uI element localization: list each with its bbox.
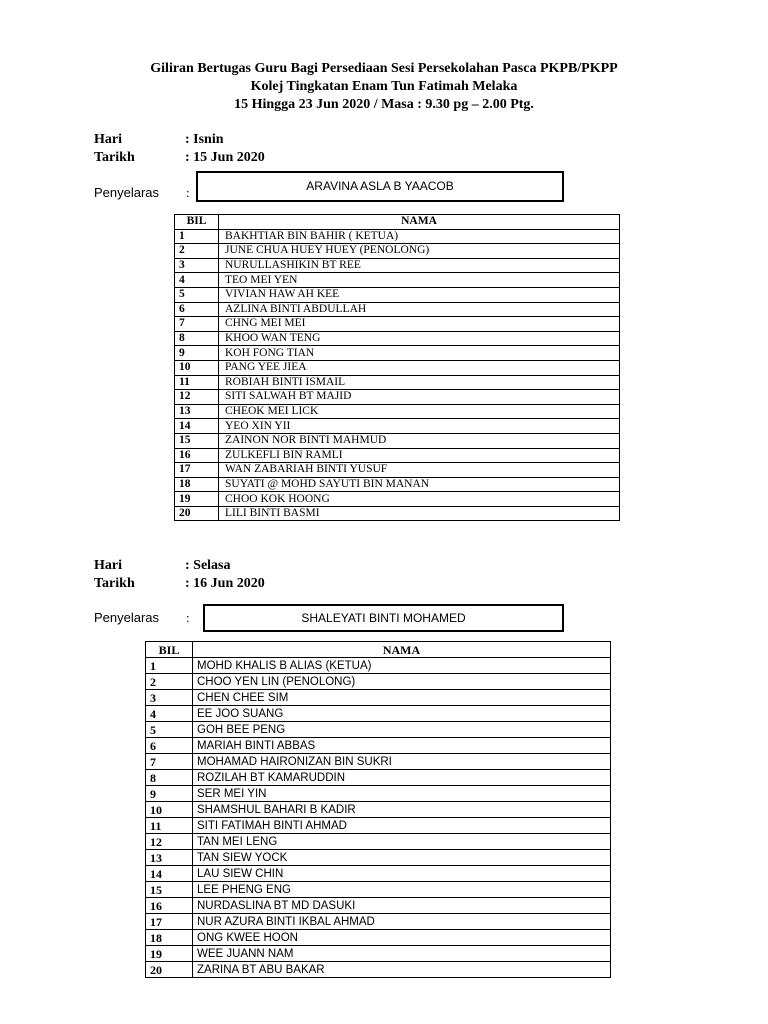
row-bil: 4: [146, 706, 193, 722]
document-title-line-1: Giliran Bertugas Guru Bagi Persediaan Sesi Persekolahan Pasca PKPB/PKPP: [150, 61, 618, 76]
row-nama: PANG YEE JIEA: [219, 360, 620, 375]
row-bil: 8: [175, 331, 219, 346]
row-bil: 16: [175, 448, 219, 463]
row-nama: LEE PHENG ENG: [193, 882, 611, 898]
row-bil: 11: [175, 375, 219, 390]
row-bil: 6: [146, 738, 193, 754]
day2-coordinator-name: SHALEYATI BINTI MOHAMED: [301, 611, 466, 625]
row-nama: VIVIAN HAW AH KEE: [219, 287, 620, 302]
row-nama: GOH BEE PENG: [193, 722, 611, 738]
row-bil: 20: [175, 506, 219, 521]
table-row: [175, 317, 620, 332]
column-header-nama: NAMA: [193, 642, 611, 658]
row-nama: JUNE CHUA HUEY HUEY (PENOLONG): [219, 244, 620, 259]
table-row: [146, 706, 611, 722]
row-nama: EE JOO SUANG: [193, 706, 611, 722]
row-bil: 14: [146, 866, 193, 882]
table-row: [146, 738, 611, 754]
row-bil: 18: [175, 477, 219, 492]
table-header-row: [175, 215, 620, 230]
table-row: [175, 448, 620, 463]
table-row: [146, 802, 611, 818]
row-nama: MARIAH BINTI ABBAS: [193, 738, 611, 754]
row-bil: 7: [146, 754, 193, 770]
table-row: [175, 433, 620, 448]
row-bil: 1: [146, 658, 193, 674]
row-nama: SITI FATIMAH BINTI AHMAD: [193, 818, 611, 834]
table-row: [146, 818, 611, 834]
table-row: [146, 962, 611, 978]
row-bil: 15: [175, 433, 219, 448]
table-row: [146, 674, 611, 690]
row-bil: 8: [146, 770, 193, 786]
table-row: [175, 390, 620, 405]
day2-penyelaras-colon: :: [186, 610, 190, 625]
table-row: [175, 477, 620, 492]
row-nama: SER MEI YIN: [193, 786, 611, 802]
day1-tarikh-value: : 15 Jun 2020: [185, 150, 265, 165]
table-row: [146, 866, 611, 882]
day2-tarikh-label: Tarikh: [94, 576, 135, 591]
day1-hari-value: : Isnin: [185, 132, 224, 147]
table-row: [175, 244, 620, 259]
row-bil: 19: [175, 492, 219, 507]
row-nama: ZAINON NOR BINTI MAHMUD: [219, 433, 620, 448]
row-nama: KOH FONG TIAN: [219, 346, 620, 361]
column-header-nama: NAMA: [219, 215, 620, 230]
table-row: [146, 770, 611, 786]
table-row: [175, 346, 620, 361]
day2-hari-value: : Selasa: [185, 558, 231, 573]
row-bil: 12: [175, 390, 219, 405]
day1-penyelaras-label: Penyelaras: [94, 185, 160, 200]
row-nama: YEO XIN YII: [219, 419, 620, 434]
day2-tarikh-value: : 16 Jun 2020: [185, 576, 265, 591]
row-nama: ZULKEFLI BIN RAMLI: [219, 448, 620, 463]
day1-penyelaras-colon: :: [186, 185, 190, 200]
table-row: [146, 850, 611, 866]
row-bil: 6: [175, 302, 219, 317]
row-nama: BAKHTIAR BIN BAHIR ( KETUA): [219, 229, 620, 244]
table-row: [175, 360, 620, 375]
row-bil: 7: [175, 317, 219, 332]
table-row: [175, 506, 620, 521]
document-title-line-3: 15 Hingga 23 Jun 2020 / Masa : 9.30 pg – 2.00 Ptg.: [234, 97, 534, 112]
table-row: [175, 419, 620, 434]
row-nama: AZLINA BINTI ABDULLAH: [219, 302, 620, 317]
day1-coordinator-name: ARAVINA ASLA B YAACOB: [306, 179, 454, 193]
row-nama: TEO MEI YEN: [219, 273, 620, 288]
day1-tarikh-label: Tarikh: [94, 150, 135, 165]
row-nama: SUYATI @ MOHD SAYUTI BIN MANAN: [219, 477, 620, 492]
table-row: [175, 302, 620, 317]
table-row: [146, 834, 611, 850]
table-row: [146, 658, 611, 674]
row-bil: 9: [146, 786, 193, 802]
row-nama: CHEOK MEI LICK: [219, 404, 620, 419]
row-nama: LAU SIEW CHIN: [193, 866, 611, 882]
row-bil: 19: [146, 946, 193, 962]
row-bil: 4: [175, 273, 219, 288]
table-row: [146, 930, 611, 946]
row-bil: 20: [146, 962, 193, 978]
row-nama: WEE JUANN NAM: [193, 946, 611, 962]
day2-penyelaras-label: Penyelaras: [94, 610, 160, 625]
row-nama: CHOO YEN LIN (PENOLONG): [193, 674, 611, 690]
row-nama: MOHAMAD HAIRONIZAN BIN SUKRI: [193, 754, 611, 770]
row-nama: CHEN CHEE SIM: [193, 690, 611, 706]
table-row: [175, 258, 620, 273]
table-row: [175, 287, 620, 302]
row-bil: 10: [146, 802, 193, 818]
table-row: [175, 273, 620, 288]
table-row: [146, 690, 611, 706]
table-row: [146, 882, 611, 898]
row-nama: LILI BINTI BASMI: [219, 506, 620, 521]
row-nama: CHOO KOK HOONG: [219, 492, 620, 507]
row-nama: KHOO WAN TENG: [219, 331, 620, 346]
row-nama: ROBIAH BINTI ISMAIL: [219, 375, 620, 390]
day2-coordinator-box: [203, 604, 564, 632]
row-nama: MOHD KHALIS B ALIAS (KETUA): [193, 658, 611, 674]
column-header-bil: BIL: [146, 642, 193, 658]
row-nama: TAN MEI LENG: [193, 834, 611, 850]
row-bil: 18: [146, 930, 193, 946]
row-nama: ONG KWEE HOON: [193, 930, 611, 946]
table-row: [146, 914, 611, 930]
row-bil: 5: [175, 287, 219, 302]
row-bil: 10: [175, 360, 219, 375]
row-bil: 13: [146, 850, 193, 866]
column-header-bil: BIL: [175, 215, 219, 230]
document-title-line-2: Kolej Tingkatan Enam Tun Fatimah Melaka: [250, 79, 518, 94]
table-row: [175, 404, 620, 419]
table-row: [175, 229, 620, 244]
row-nama: CHNG MEI MEI: [219, 317, 620, 332]
row-nama: SITI SALWAH BT MAJID: [219, 390, 620, 405]
table-row: [175, 463, 620, 478]
day1-hari-label: Hari: [94, 132, 122, 147]
row-nama: ZARINA BT ABU BAKAR: [193, 962, 611, 978]
row-bil: 15: [146, 882, 193, 898]
day2-roster-table: [145, 641, 611, 978]
table-row: [146, 786, 611, 802]
day1-roster-table: [174, 214, 620, 521]
row-nama: WAN ZABARIAH BINTI YUSUF: [219, 463, 620, 478]
row-nama: NURULLASHIKIN BT REE: [219, 258, 620, 273]
row-bil: 16: [146, 898, 193, 914]
row-bil: 12: [146, 834, 193, 850]
row-bil: 3: [175, 258, 219, 273]
row-nama: SHAMSHUL BAHARI B KADIR: [193, 802, 611, 818]
row-bil: 2: [146, 674, 193, 690]
table-row: [146, 946, 611, 962]
table-row: [175, 375, 620, 390]
row-nama: NURDASLINA BT MD DASUKI: [193, 898, 611, 914]
row-bil: 11: [146, 818, 193, 834]
row-bil: 17: [146, 914, 193, 930]
row-nama: NUR AZURA BINTI IKBAL AHMAD: [193, 914, 611, 930]
row-bil: 5: [146, 722, 193, 738]
row-bil: 3: [146, 690, 193, 706]
table-row: [146, 754, 611, 770]
table-header-row: [146, 642, 611, 658]
row-nama: ROZILAH BT KAMARUDDIN: [193, 770, 611, 786]
row-bil: 2: [175, 244, 219, 259]
row-nama: TAN SIEW YOCK: [193, 850, 611, 866]
table-row: [146, 898, 611, 914]
table-row: [175, 331, 620, 346]
row-bil: 13: [175, 404, 219, 419]
day1-coordinator-box: [196, 171, 564, 202]
row-bil: 17: [175, 463, 219, 478]
row-bil: 9: [175, 346, 219, 361]
row-bil: 14: [175, 419, 219, 434]
row-bil: 1: [175, 229, 219, 244]
day2-hari-label: Hari: [94, 558, 122, 573]
table-row: [146, 722, 611, 738]
table-row: [175, 492, 620, 507]
